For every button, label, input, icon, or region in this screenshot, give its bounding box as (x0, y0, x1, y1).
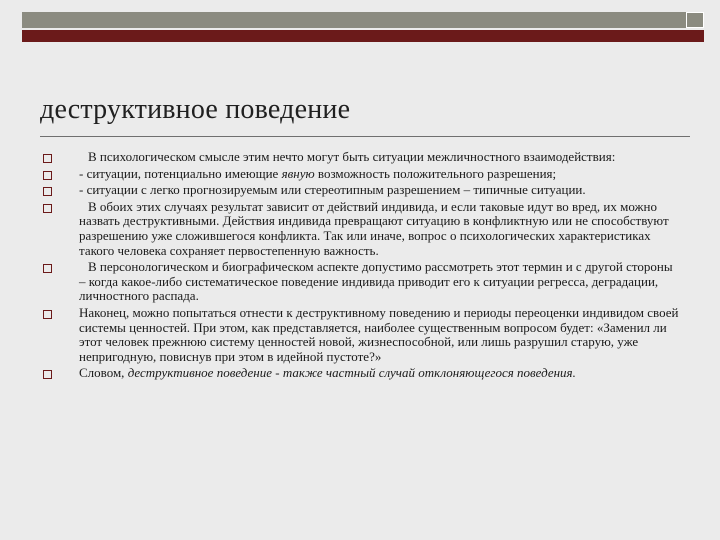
hollow-square-bullet-icon (43, 264, 52, 273)
list-item (42, 150, 682, 165)
list-item-text: возможность положительного разрешения; (314, 165, 557, 181)
slide-title: деструктивное поведение (40, 94, 351, 125)
header-decor-band (22, 12, 686, 28)
list-item (42, 260, 682, 304)
list-item (42, 366, 682, 381)
list-item-text: Словом, (79, 365, 128, 381)
hollow-square-bullet-icon (43, 171, 52, 180)
list-item-text: В психологическом смысле этим нечто могут быть ситуации межличностного взаимодействия: (88, 149, 616, 164)
hollow-square-bullet-icon (43, 204, 52, 213)
list-item (42, 183, 682, 198)
bullet-list (42, 150, 682, 383)
list-item (42, 167, 682, 182)
header-decor-square (686, 12, 704, 28)
header-accent-bar (22, 30, 704, 42)
list-item-text: Наконец, можно попытаться отнести к деструктивному поведению и периоды переоценки индивидом своей системы ценностей. При этом, как представляется, наиболее существенным вопросом будет: «Заменил ли этот человек прежнюю систему ценностей новой, жизнеспособной, или лишь разрушил старую, уже непригодную, повиснув при этом в идейной пустоте?» (79, 304, 679, 364)
list-item-emphasis: деструктивное поведение - также частный случай отклоняющегося поведения. (127, 365, 576, 381)
list-item-text: В персонологическом и биографическом аспекте допустимо рассмотреть этот термин и с другой стороны – когда какое-либо систематическое поведение индивида приводит его к ситуации регресса, деградации, личностного распада. (79, 259, 673, 304)
list-item-text: - ситуации с легко прогнозируемым или стереотипным разрешением – типичные ситуации. (79, 182, 586, 198)
hollow-square-bullet-icon (43, 187, 52, 196)
list-item-text: В обоих этих случаях результат зависит от действий индивида, и если таковые идут во вред, их можно назвать деструктивными. Действия индивида превращают ситуацию в конфликтную или не способствуют разрешению уже сложившегося конфликта. Так или иначе, вопрос о психологических характеристиках такого человека сохраняет первостепенную важность. (79, 198, 669, 258)
hollow-square-bullet-icon (43, 370, 52, 379)
title-divider (40, 136, 690, 137)
list-item (42, 306, 682, 364)
list-item (42, 200, 682, 258)
hollow-square-bullet-icon (43, 310, 52, 319)
hollow-square-bullet-icon (43, 154, 52, 163)
list-item-emphasis: явную (281, 165, 315, 181)
list-item-text: - ситуации, потенциально имеющие (79, 165, 282, 181)
